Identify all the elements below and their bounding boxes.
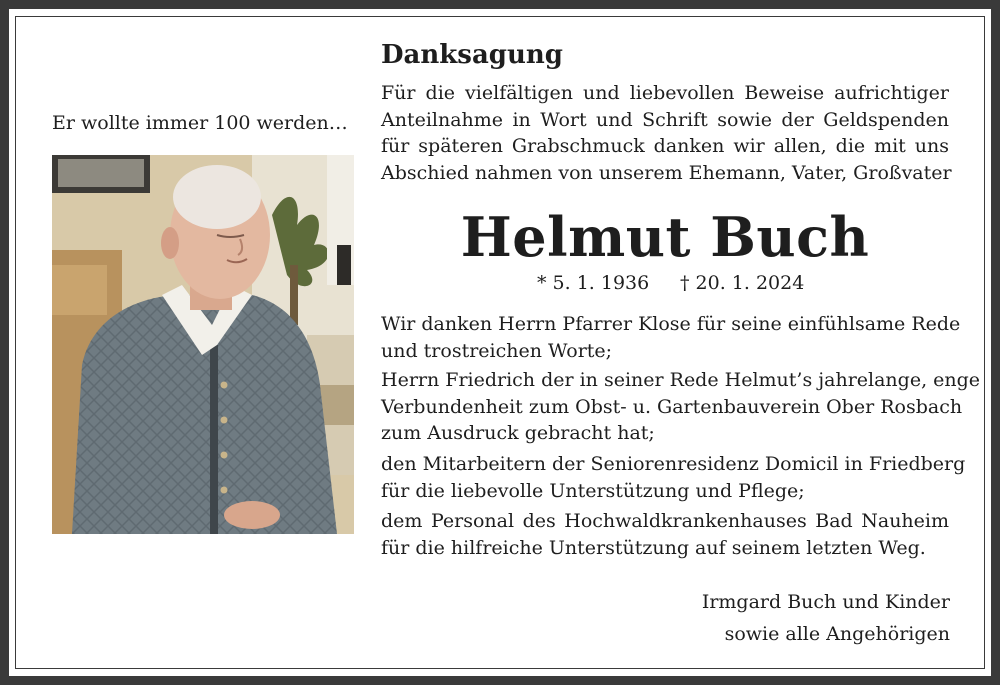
thanks-paragraph-4 — [381, 508, 949, 561]
portrait-photo — [52, 155, 354, 534]
thanks-paragraph-3 — [381, 451, 966, 504]
intro-line: Für die vielfältigen und liebevollen Beweise aufrichtiger — [381, 82, 949, 104]
portrait-illustration — [52, 155, 354, 534]
thanks-line: Herrn Friedrich der in seiner Rede Helmut’s jahrelange, enge — [381, 369, 981, 391]
thanks-line: für die liebevolle Unterstützung und Pflege; — [381, 479, 805, 502]
thanks-line: Wir danken Herrn Pfarrer Klose für seine einfühlsame Rede — [381, 313, 961, 335]
thanks-paragraph-2 — [381, 367, 981, 447]
thanks-paragraph-1 — [381, 311, 961, 364]
heading: Danksagung — [381, 40, 563, 70]
thanks-line: Verbundenheit zum Obst- u. Gartenbauverein Ober Rosbach — [381, 395, 963, 418]
intro-paragraph — [381, 80, 952, 186]
intro-line: für späteren Grabschmuck danken wir allen, die mit uns — [381, 135, 949, 157]
death-date: † 20. 1. 2024 — [680, 272, 805, 294]
thanks-line: für die hilfreiche Unterstützung auf seinem letzten Weg. — [381, 536, 926, 559]
thanks-line: und trostreichen Worte; — [381, 339, 613, 362]
thanks-line: dem Personal des Hochwaldkrankenhauses Bad Nauheim — [381, 510, 949, 532]
photo-caption: Er wollte immer 100 werden… — [52, 112, 348, 134]
intro-line: Abschied nahmen von unserem Ehemann, Vater, Großvater — [381, 161, 952, 184]
intro-line: Anteilnahme in Wort und Schrift sowie der Geldspenden — [381, 108, 949, 131]
thanks-line: zum Ausdruck gebracht hat; — [381, 422, 655, 444]
thanks-line: den Mitarbeitern der Seniorenresidenz Domicil in Friedberg — [381, 453, 966, 475]
signature-line-2: sowie alle Angehörigen — [724, 623, 950, 645]
birth-date: * 5. 1. 1936 — [537, 272, 650, 294]
deceased-name: Helmut Buch — [460, 205, 870, 269]
signature-line-1: Irmgard Buch und Kinder — [701, 591, 950, 613]
